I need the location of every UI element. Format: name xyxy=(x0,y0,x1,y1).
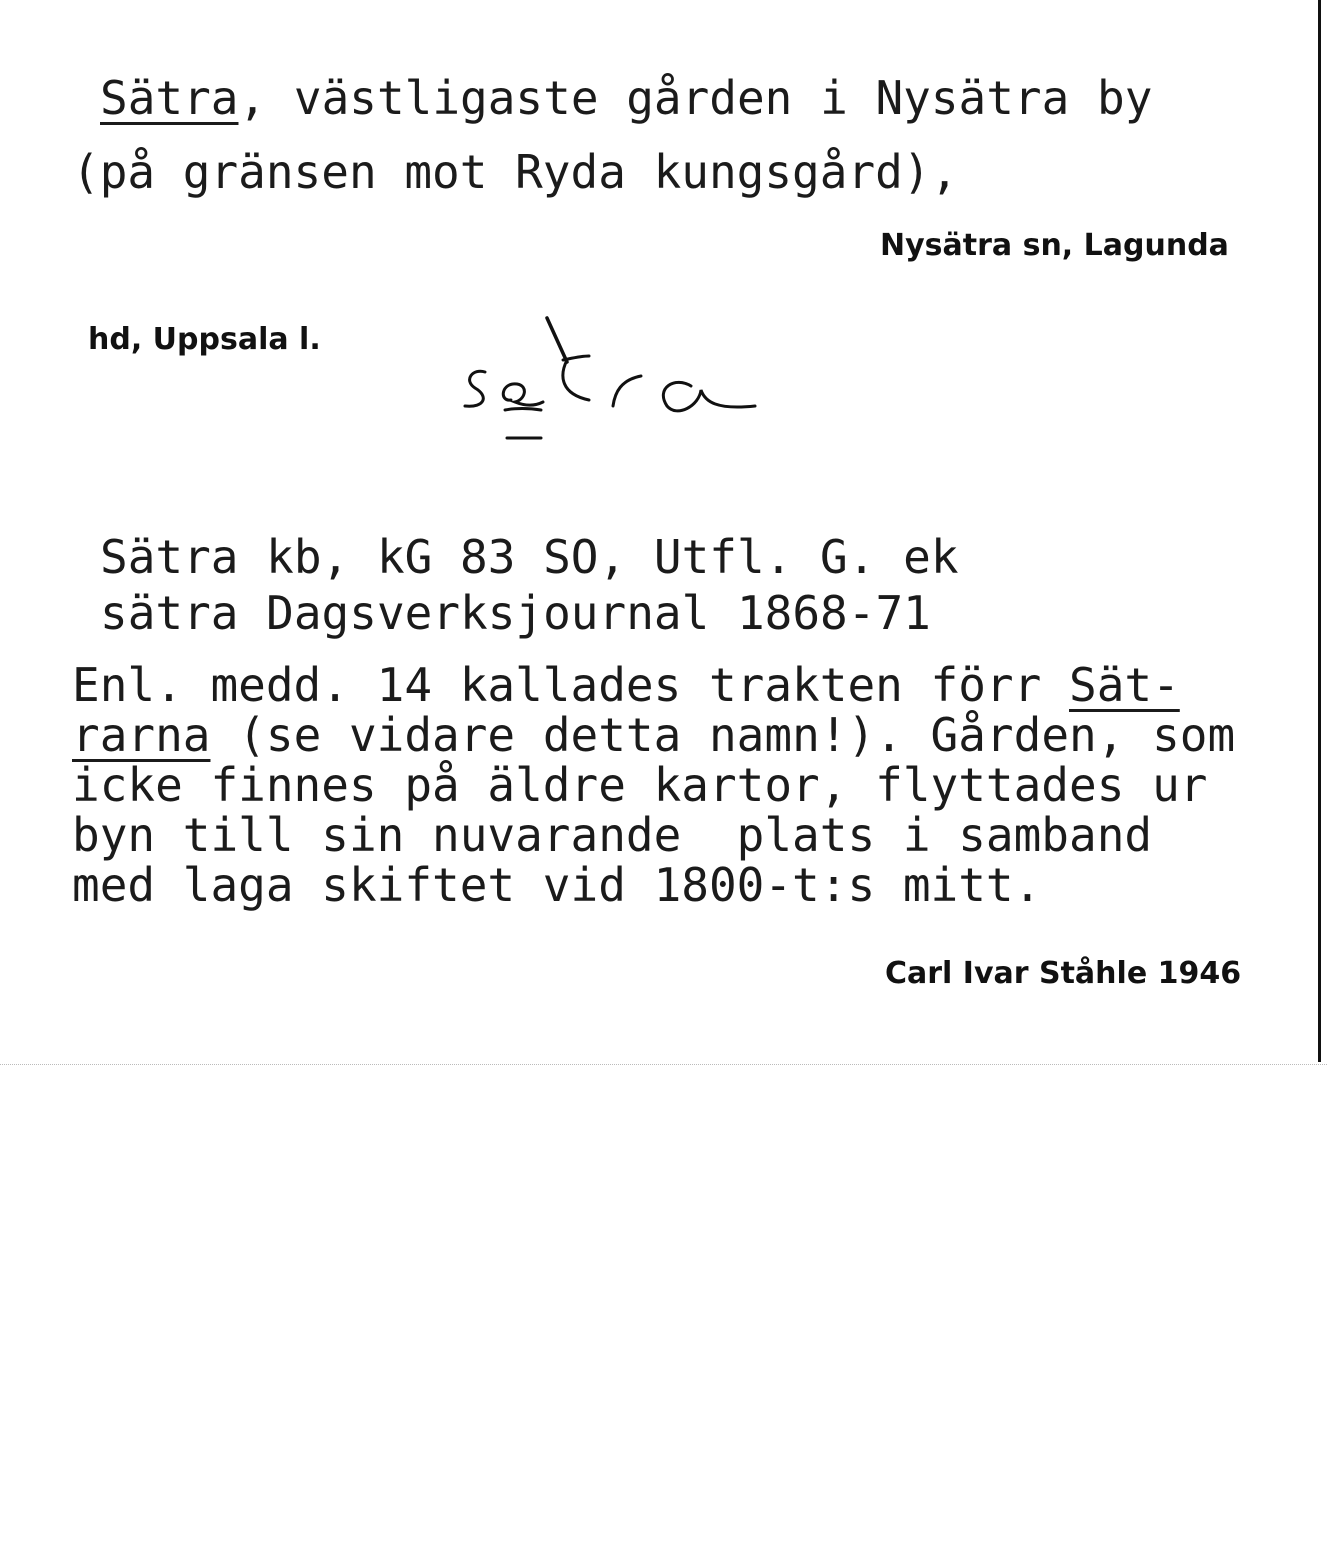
body-line-1-text: Enl. medd. 14 kallades trakten förr xyxy=(72,658,1069,712)
heading-line-2: (på gränsen mot Ryda kungsgård), xyxy=(72,145,959,199)
body-line-5: med laga skiftet vid 1800-t:s mitt. xyxy=(72,858,1042,912)
body-line-3: icke finnes på äldre kartor, flyttades ur xyxy=(72,758,1208,812)
heading-description: , västligaste gården i Nysätra by xyxy=(238,71,1153,125)
card-edge xyxy=(1318,0,1321,1062)
body-line-4: byn till sin nuvarande plats i samband xyxy=(72,808,1153,862)
body-line-2-underlined: rarna xyxy=(72,708,211,762)
location-parish: Nysätra sn, Lagunda xyxy=(880,228,1229,263)
location-county: hd, Uppsala l. xyxy=(88,322,321,357)
sources-line-2: sätra Dagsverksjournal 1868-71 xyxy=(100,586,931,640)
heading-line-1 xyxy=(100,73,1152,123)
handwritten-pronunciation xyxy=(455,310,775,460)
body-line-1 xyxy=(72,660,1180,710)
card-bottom-edge xyxy=(0,1064,1327,1065)
body-line-1-underlined: Sät- xyxy=(1069,658,1180,712)
body-line-2-text: (se vidare detta namn!). Gården, som xyxy=(210,708,1236,762)
sources-line-1: Sätra kb, kG 83 SO, Utfl. G. ek xyxy=(100,530,959,584)
handwritten-text: sètra xyxy=(455,458,457,459)
heading-place-name: Sätra xyxy=(100,71,239,125)
signature: Carl Ivar Ståhle 1946 xyxy=(885,956,1242,991)
body-line-2 xyxy=(72,710,1235,760)
